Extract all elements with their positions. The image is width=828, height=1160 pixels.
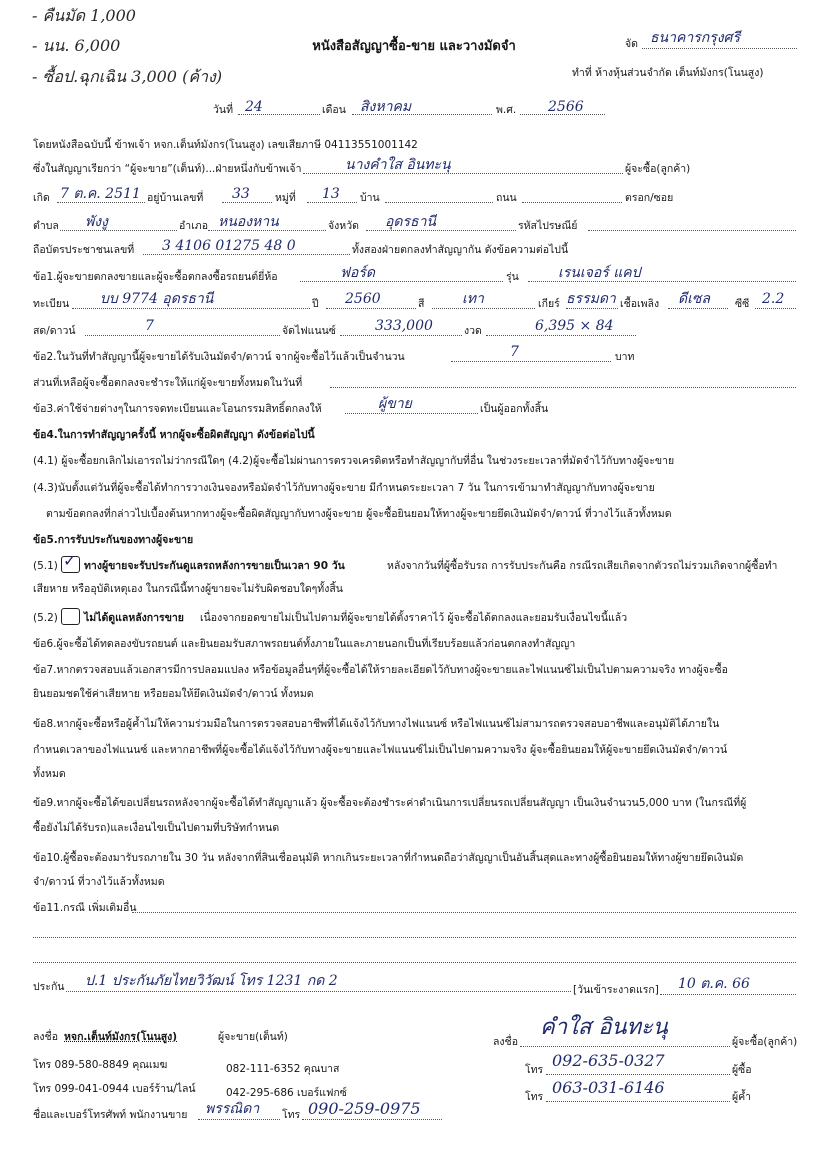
- year-model-line: [326, 308, 416, 309]
- province-line: [366, 230, 516, 231]
- clause11-line-3: [33, 962, 796, 963]
- clause8a: ข้อ8.หากผู้จะซื้อหรือผู้ค้ำไม่ให้ความร่วมมือในการตรวจสอบอาชีพที่ได้แจ้งไว้กับทางไฟแนนซ์ หรือไฟแนนซ์ไม่สามารถตรวจสอบอาชีพและอนุมัติได้ภายใน: [33, 718, 720, 730]
- staff-name: พรรณิดา: [205, 1101, 260, 1117]
- province-value: อุดรธานี: [385, 214, 436, 230]
- insurance-expiry: 10 ต.ค. 66: [678, 976, 750, 992]
- buyer-phone-role: ผู้ซื้อ: [732, 1064, 752, 1076]
- buyer-name-line: [303, 173, 623, 174]
- period-value: 6,395 × 84: [535, 318, 614, 334]
- down-value: 7: [145, 318, 154, 334]
- moo-value: 13: [322, 186, 340, 202]
- clause2-unit: บาท: [615, 351, 635, 363]
- staff-phone-line: [302, 1119, 442, 1120]
- soi-label: ตรอก/ซอย: [625, 192, 674, 204]
- insurance-line: [66, 991, 571, 992]
- house-label: อยู่บ้านเลขที่: [147, 192, 204, 204]
- buyer-sign-label: ลงชื่อ: [493, 1036, 518, 1048]
- village-label: บ้าน: [360, 192, 380, 204]
- clause10b: จำ/ดาวน์ ที่วางไว้แล้วทั้งหมด: [33, 876, 165, 888]
- month-label: เดือน: [322, 104, 346, 116]
- clause5-1-rest: หลังจากวันที่ผู้ซื้อรับรถ การรับประกันคือ กรณีรถเสียเกิดจากตัวรถไม่รวมเกิดจากผู้ซื้อทำ: [387, 560, 778, 572]
- clause11: ข้อ11.กรณี เพิ่มเติมอื่น: [33, 902, 137, 914]
- color-label: สี: [418, 298, 425, 310]
- reg-label: ทะเบียน: [33, 298, 70, 310]
- checkmark-icon: ✓: [63, 551, 77, 570]
- finance-label: จัดไฟแนนซ์: [282, 325, 336, 337]
- clause5-2-checkbox[interactable]: [61, 608, 80, 625]
- insurance-value: ป.1 ประกันภัยไทยวิวัฒน์ โทร 1231 กด 2: [85, 973, 338, 989]
- intro-text: โดยหนังสือฉบับนี้ ข้าพเจ้า หจก.เต็นท์มังกร(โนนสูง) เลขเสียภาษี 04113551001142: [33, 139, 418, 151]
- note-line-1: - คืนมัด 1,000: [32, 6, 136, 25]
- guar-phone-line: [546, 1101, 730, 1102]
- year-model-label: ปี: [312, 298, 319, 310]
- year-model-value: 2560: [345, 291, 381, 307]
- amphoe-label: อำเภอ: [179, 220, 209, 232]
- clause8b: กำหนดเวลาของไฟแนนซ์ และหากอาชีพที่ผู้จะซื้อได้แจ้งไว้กับทางผู้จะขายและไฟแนนซ์ไม่เป็นไปตามความจริง ผู้จะซื้อยินยอมให้ผู้จะขายยึดเงินมัดจำ/ดาวน์: [33, 744, 728, 756]
- phone-3: โทร 099-041-0944 เบอร์ร้าน/ไลน์: [33, 1083, 196, 1095]
- finance-value: 333,000: [375, 318, 433, 334]
- clause2-amount: 7: [510, 344, 519, 360]
- year-value: 2566: [548, 99, 584, 115]
- born-label: เกิด: [33, 192, 50, 204]
- moo-label: หมู่ที่: [275, 192, 296, 204]
- down-label: สด/ดาวน์: [33, 325, 76, 337]
- finance-line: [340, 335, 462, 336]
- tambon-label: ตำบล: [33, 220, 59, 232]
- clause2-text: ข้อ2.ในวันที่ทำสัญญานี้ผู้จะขายได้รับเงินมัดจำ/ดาวน์ จากผู้จะซื้อไว้แล้วเป็นจำนวน: [33, 351, 405, 363]
- buyer-name: นางคำใส อินทะนุ: [345, 157, 451, 173]
- clause5-1-label: (5.1): [33, 560, 58, 572]
- id-line: [143, 254, 350, 255]
- buyer-sign-line: [520, 1046, 730, 1047]
- model-value: เรนเจอร์ แคป: [558, 265, 641, 281]
- document-title: หนังสือสัญญาซื้อ-ขาย และวางมัดจำ: [312, 39, 516, 54]
- note-line-3: - ซื้อป.ฉุกเฉิน 3,000 (ค้าง): [32, 67, 223, 86]
- written-at: ทำที่ ห้างหุ้นส่วนจำกัด เต็นท์มังกร(โนนสูง): [572, 67, 764, 79]
- staff-phone-label: โทร: [282, 1109, 301, 1121]
- gear-line: [566, 308, 618, 309]
- guar-phone-label: โทร: [525, 1091, 544, 1103]
- amphoe-value: หนองหาน: [218, 214, 279, 230]
- clause7b: ยินยอมชดใช้ค่าเสียหาย หรือยอมให้ยึดเงินมัดจำ/ดาวน์ ทั้งหมด: [33, 688, 314, 700]
- buyer-role-label: ผู้จะซื้อ(ลูกค้า): [625, 163, 691, 175]
- guar-phone: 063-031-6146: [552, 1078, 665, 1097]
- staff-label: ชื่อและเบอร์โทรศัพท์ พนักงานขาย: [33, 1109, 188, 1121]
- period-line: [486, 335, 636, 336]
- clause5-1b: เสียหาย หรืออุบัติเหตุเอง ในกรณีนี้ทางผู้ขายจะไม่รับผิดชอบใดๆทั้งสิ้น: [33, 583, 343, 595]
- bank-value: ธนาคารกรุงศรี: [650, 30, 740, 46]
- born-value: 7 ต.ค. 2511: [60, 186, 141, 202]
- house-value: 33: [232, 186, 250, 202]
- zip-label: รหัสไปรษณีย์: [518, 220, 578, 232]
- road-line: [522, 202, 622, 203]
- brand-line: [300, 281, 503, 282]
- road-label: ถนน: [496, 192, 517, 204]
- clause3-who-line: [345, 413, 478, 414]
- reg-line: [72, 308, 310, 309]
- remaining-line: [330, 387, 796, 388]
- model-line: [528, 281, 796, 282]
- seller-sign-name: หจก.เต็นท์มังกร(โนนสูง): [64, 1031, 178, 1043]
- color-value: เทา: [462, 291, 484, 307]
- clause5-1-bold: ทางผู้ขายจะรับประกันดูแลรถหลังการขายเป็นเวลา 90 วัน: [84, 560, 345, 572]
- phone-4: 042-295-686 เบอร์แฟกซ์: [226, 1087, 347, 1099]
- seller-line-text: ซึ่งในสัญญาเรียกว่า “ผู้จะขาย”(เต็นท์)...ฝ่ายหนึ่งกับข้าพเจ้า: [33, 163, 302, 175]
- clause1-text: ข้อ1.ผู้จะขายตกลงขายและผู้จะซื้อตกลงซื้อรถยนต์ยี่ห้อ: [33, 271, 278, 283]
- remaining-text: ส่วนที่เหลือผู้จะซื้อตกลงจะชำระให้แก่ผู้จะขายทั้งหมดในวันที่: [33, 377, 303, 389]
- phone-2: 082-111-6352 คุณบาส: [226, 1063, 340, 1075]
- seller-sign-role: ผู้จะขาย(เต็นท์): [218, 1031, 288, 1043]
- buyer-phone-line: [546, 1074, 730, 1075]
- clause4-3a: (4.3)นับตั้งแต่วันที่ผู้จะซื้อได้ทำการวางเงินจองหรือมัดจำไว้กับทางผู้จะขาย มีกำหนดระยะเวลา 7 วัน ในการเข้ามาทำสัญญากับทางผู้จะขาย: [33, 482, 655, 494]
- color-line: [432, 308, 535, 309]
- insurance-expiry-line: [660, 994, 796, 995]
- staff-name-line: [198, 1119, 280, 1120]
- reg-value: บบ 9774 อุดรธานี: [100, 291, 214, 307]
- amphoe-line: [208, 230, 326, 231]
- clause6: ข้อ6.ผู้จะซื้อได้ทดลองขับรถยนต์ และยินยอมรับสภาพรถยนต์ทั้งภายในและภายนอกเป็นที่เรียบร้อยแล้วก่อนตกลงทำสัญญา: [33, 638, 576, 650]
- down-line: [85, 335, 280, 336]
- tambon-value: พังงู: [85, 214, 108, 230]
- cc-line: [755, 308, 796, 309]
- fuel-label: เชื้อเพลิง: [620, 298, 660, 310]
- village-line: [385, 202, 493, 203]
- phone-1: โทร 089-580-8849 คุณเมฆ: [33, 1059, 168, 1071]
- cc-value: 2.2: [762, 291, 785, 307]
- clause4-1: (4.1) ผู้จะซื้อยกเลิกไม่เอารถไม่ว่ากรณีใดๆ (4.2)ผู้จะซื้อไม่ผ่านการตรวจเครดิตหรือทำสัญญากับที่อื่น ในช่วงระยะเวลาที่มัดจำไว้กับทางผู้จะขาย: [33, 455, 675, 467]
- gear-value: ธรรมดา: [566, 291, 616, 307]
- clause9b: ซื้อยังไม่ได้รับรถ)และเงื่อนไขเป็นไปตามที่บริษัทกำหนด: [33, 822, 280, 834]
- gear-label: เกียร์: [538, 298, 560, 310]
- buyer-sign-role: ผู้จะซื้อ(ลูกค้า): [732, 1036, 798, 1048]
- brand-value: ฟอร์ด: [340, 265, 375, 281]
- id-after-text: ทั้งสองฝ่ายตกลงทำสัญญากัน ดังข้อความต่อไปนี้: [352, 244, 569, 256]
- clause9a: ข้อ9.หากผู้จะซื้อได้ขอเปลี่ยนรถหลังจากผู้จะซื้อได้ทำสัญญาแล้ว ผู้จะซื้อจะต้องชำระค่าดำเนินการเปลี่ยนรถเปลี่ยนสัญญา เป็นเงินจำนวน5,000 บาท (ในกรณีที่ผู้: [33, 797, 747, 809]
- born-line: [57, 202, 145, 203]
- clause2-amount-line: [451, 361, 611, 362]
- buyer-phone-label: โทร: [525, 1064, 544, 1076]
- clause11-line-1: [132, 912, 796, 913]
- clause10a: ข้อ10.ผู้ซื้อจะต้องมารับรถภายใน 30 วัน หลังจากที่สินเชื่ออนุมัติ หากเกินระยะเวลาที่กำหนดถือว่าสัญญาเป็นอันสิ้นสุดและทางผู้ซื้อยินยอมให้ทางผู้ขายยึดเงินมัด: [33, 852, 744, 864]
- clause8c: ทั้งหมด: [33, 768, 66, 780]
- clause5-2-label: (5.2): [33, 612, 58, 624]
- id-label: ถือบัตรประชาชนเลขที่: [33, 244, 135, 256]
- seller-sign-label: ลงชื่อ: [33, 1031, 58, 1043]
- bank-label: จัด: [625, 38, 638, 50]
- fuel-line: [668, 308, 728, 309]
- zip-line: [588, 230, 796, 231]
- year-label: พ.ศ.: [496, 104, 517, 116]
- clause3-text: ข้อ3.ค่าใช้จ่ายต่างๆในการจดทะเบียนและโอนกรรมสิทธิ์ตกลงให้: [33, 403, 322, 415]
- buyer-signature: คำใส อินทะนุ: [540, 1015, 668, 1040]
- staff-phone: 090-259-0975: [308, 1099, 421, 1118]
- insurance-label: ประกัน: [33, 981, 65, 993]
- period-label: งวด: [464, 325, 482, 337]
- clause4-3b: ตามข้อตกลงที่กล่าวไปเบื้องต้นหากทางผู้จะซื้อผิดสัญญากับทางผู้จะขาย ผู้จะซื้อยินยอมให้ทางผู้จะขายยึดเงินมัดจำ/ดาวน์ ที่วางไว้แล้วทั้งหมด: [46, 508, 672, 520]
- insurance-expiry-label: [วันเข้าระงาดแรก]: [573, 984, 659, 996]
- note-line-2: - นน. 6,000: [32, 36, 121, 55]
- clause4-title: ข้อ4.ในการทำสัญญาครั้งนี้ หากผู้จะซื้อผิดสัญญา ดังข้อต่อไปนี้: [33, 429, 315, 441]
- buyer-phone: 092-635-0327: [552, 1051, 665, 1070]
- guar-phone-role: ผู้ค้ำ: [732, 1091, 752, 1103]
- clause5-2-bold: ไม่ได้ดูแลหลังการขาย: [84, 612, 184, 624]
- clause5-2-rest: เนื่องจากยอดขายไม่เป็นไปตามที่ผู้จะขายได้ตั้งราคาไว้ ผู้จะซื้อได้ตกลงและยอมรับเงื่อนไขนี้แล้ว: [200, 612, 628, 624]
- model-label: รุ่น: [506, 271, 519, 283]
- day-value: 24: [245, 99, 263, 115]
- id-value: 3 4106 01275 48 0: [162, 238, 296, 254]
- tambon-line: [60, 230, 177, 231]
- clause3-after: เป็นผู้ออกทั้งสิ้น: [480, 403, 549, 415]
- house-line: [222, 202, 272, 203]
- cc-label: ซีซี: [735, 298, 750, 310]
- moo-line: [307, 202, 357, 203]
- clause11-line-2: [33, 937, 796, 938]
- clause7a: ข้อ7.หากตรวจสอบแล้วเอกสารมีการปลอมแปลง หรือข้อมูลอื่นๆที่ผู้จะซื้อได้ให้รายละเอียดไว้กับทางผู้จะขายและไฟแนนซ์ไม่เป็นไปตามความจริง ทางผู้จะซื้อ: [33, 664, 728, 676]
- clause3-who: ผู้ขาย: [378, 396, 412, 412]
- day-label: วันที่: [213, 104, 233, 116]
- bank-line: [642, 48, 797, 49]
- province-label: จังหวัด: [328, 220, 359, 232]
- month-value: สิงหาคม: [360, 99, 412, 115]
- clause5-title: ข้อ5.การรับประกันของทางผู้จะขาย: [33, 534, 194, 546]
- fuel-value: ดีเซล: [678, 291, 710, 307]
